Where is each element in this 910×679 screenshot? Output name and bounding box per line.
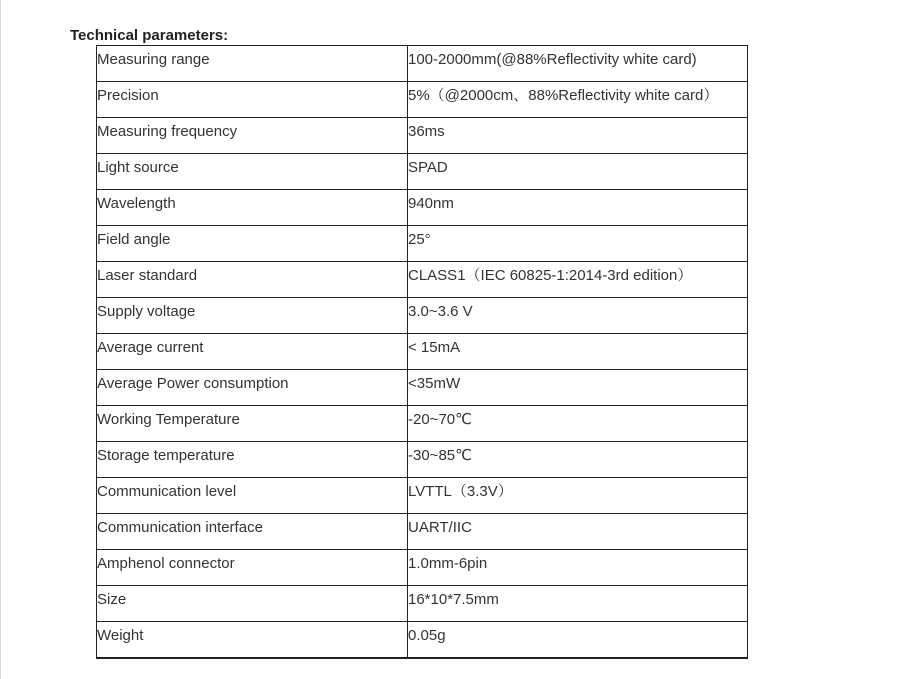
param-name-cell — [97, 262, 408, 298]
param-name-cell — [97, 406, 408, 442]
param-value: 16*10*7.5mm — [408, 591, 499, 608]
param-value: 1.0mm-6pin — [408, 555, 488, 572]
param-value-cell — [408, 334, 748, 370]
param-value-cell — [408, 190, 748, 226]
table-row — [97, 622, 748, 659]
param-name-cell — [97, 514, 408, 550]
param-name: Wavelength — [97, 195, 176, 212]
param-name: Measuring range — [97, 51, 210, 68]
section-heading: Technical parameters: — [70, 27, 229, 44]
table-row — [97, 82, 748, 118]
param-name-cell — [97, 478, 408, 514]
param-name: Communication level — [97, 483, 237, 500]
table-row — [97, 118, 748, 154]
param-value-cell — [408, 82, 748, 118]
param-name: Working Temperature — [97, 411, 240, 428]
param-value: < 15mA — [408, 339, 461, 356]
param-value-cell — [408, 442, 748, 478]
param-name: Communication interface — [97, 519, 263, 536]
param-value: UART/IIC — [408, 519, 472, 536]
param-name: Storage temperature — [97, 447, 235, 464]
table-row — [97, 370, 748, 406]
param-value: -20~70℃ — [408, 411, 472, 428]
param-name: Weight — [97, 627, 144, 644]
table-row — [97, 406, 748, 442]
table-row — [97, 154, 748, 190]
param-name-cell — [97, 46, 408, 82]
table-row — [97, 586, 748, 622]
param-name: Size — [97, 591, 127, 608]
param-value: 5%（@2000cm、88%Reflectivity white card） — [408, 87, 719, 104]
table-row — [97, 298, 748, 334]
table-row — [97, 334, 748, 370]
param-name: Amphenol connector — [97, 555, 235, 572]
param-value-cell — [408, 514, 748, 550]
param-value-cell — [408, 406, 748, 442]
param-value-cell — [408, 226, 748, 262]
param-name-cell — [97, 154, 408, 190]
param-value: LVTTL（3.3V） — [408, 483, 513, 500]
param-name: Precision — [97, 87, 159, 104]
param-value-cell — [408, 118, 748, 154]
param-name-cell — [97, 334, 408, 370]
table-row — [97, 478, 748, 514]
param-value: 100-2000mm(@88%Reflectivity white card) — [408, 51, 697, 68]
param-value: 0.05g — [408, 627, 446, 644]
param-value: 3.0~3.6 V — [408, 303, 473, 320]
table-row — [97, 550, 748, 586]
left-border-rule — [0, 0, 1, 679]
param-name: Field angle — [97, 231, 171, 248]
param-value-cell — [408, 262, 748, 298]
param-name-cell — [97, 586, 408, 622]
table-row — [97, 226, 748, 262]
param-value-cell — [408, 46, 748, 82]
param-name-cell — [97, 442, 408, 478]
param-value: 25° — [408, 231, 431, 248]
param-name: Measuring frequency — [97, 123, 238, 140]
param-name-cell — [97, 622, 408, 659]
param-name: Supply voltage — [97, 303, 196, 320]
param-name-cell — [97, 118, 408, 154]
param-name-cell — [97, 298, 408, 334]
param-name-cell — [97, 82, 408, 118]
param-value-cell — [408, 154, 748, 190]
param-value-cell — [408, 586, 748, 622]
table-row — [97, 514, 748, 550]
param-value: SPAD — [408, 159, 448, 176]
param-value: 36ms — [408, 123, 445, 140]
table-row — [97, 190, 748, 226]
param-value: <35mW — [408, 375, 461, 392]
param-name-cell — [97, 226, 408, 262]
param-name-cell — [97, 190, 408, 226]
param-name-cell — [97, 550, 408, 586]
param-value-cell — [408, 550, 748, 586]
param-name: Average current — [97, 339, 204, 356]
param-value: 940nm — [408, 195, 454, 212]
param-name: Average Power consumption — [97, 375, 289, 392]
param-value: CLASS1（IEC 60825-1:2014-3rd edition） — [408, 267, 693, 284]
table-row — [97, 46, 748, 82]
param-value-cell — [408, 298, 748, 334]
param-value: -30~85℃ — [408, 447, 472, 464]
table-row — [97, 442, 748, 478]
param-value-cell — [408, 478, 748, 514]
technical-parameters-table — [96, 45, 748, 659]
param-name: Laser standard — [97, 267, 198, 284]
param-name-cell — [97, 370, 408, 406]
param-value-cell — [408, 370, 748, 406]
table-row — [97, 262, 748, 298]
param-value-cell — [408, 622, 748, 659]
param-name: Light source — [97, 159, 179, 176]
